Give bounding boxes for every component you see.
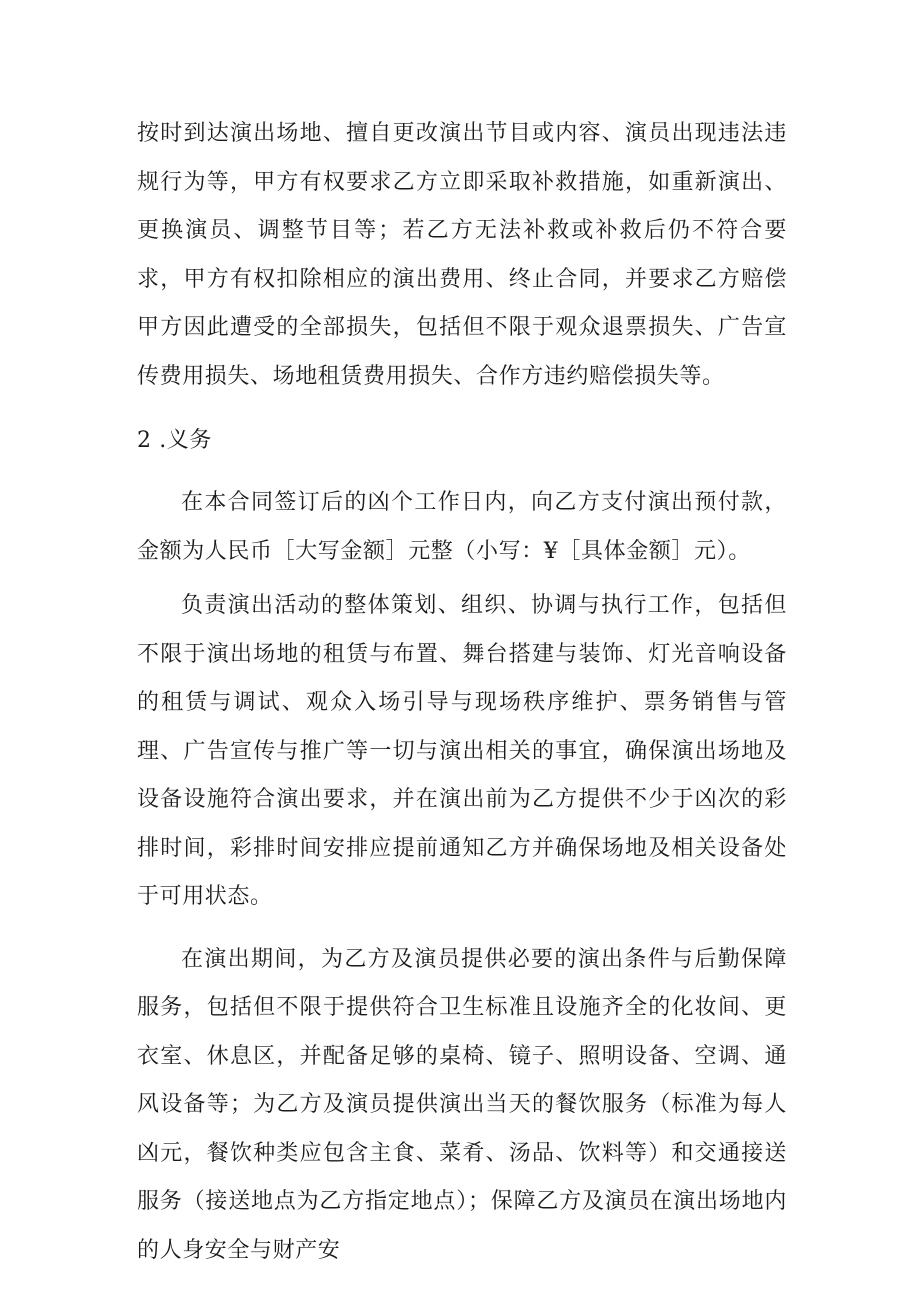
section-heading-obligations: 2 .义务 xyxy=(137,428,212,453)
paragraph-breach-remedies: 按时到达演出场地、擅自更改演出节目或内容、演员出现违法违规行为等，甲方有权要求乙方立即采取补救措施，如重新演出、更换演员、调整节目等；若乙方无法补救或补救后仍不符合要求，甲方有权扣除相应的演出费用、终止合同，并要求乙方赔偿甲方因此遭受的全部损失，包括但不限于观众退票损失、广告宣传费用损失、场地租赁费用损失、合作方违约赔偿损失等。 xyxy=(137,121,787,389)
paragraph-logistics-support: 在演出期间，为乙方及演员提供必要的演出条件与后勤保障服务，包括但不限于提供符合卫生标准且设施齐全的化妆间、更衣室、休息区，并配备足够的桌椅、镜子、照明设备、空调、通风设备等；为乙方及演员提供演出当天的餐饮服务（标准为每人凶元，餐饮种类应包含主食、菜肴、汤品、饮料等）和交通接送服务（接送地点为乙方指定地点）；保障乙方及演员在演出场地内的人身安全与财产安 xyxy=(137,946,787,1263)
paragraph-advance-payment: 在本合同签订后的凶个工作日内，向乙方支付演出预付款，金额为人民币［大写金额］元整（小写：¥［具体金额］元）。 xyxy=(137,490,787,564)
paragraph-event-organization: 负责演出活动的整体策划、组织、协调与执行工作，包括但不限于演出场地的租赁与布置、舞台搭建与装饰、灯光音响设备的租赁与调试、观众入场引导与现场秩序维护、票务销售与管理、广告宣传与推广等一切与演出相关的事宜，确保演出场地及设备设施符合演出要求，并在演出前为乙方提供不少于凶次的彩排时间，彩排时间安排应提前通知乙方并确保场地及相关设备处于可用状态。 xyxy=(137,593,787,909)
document-body xyxy=(137,110,787,1275)
